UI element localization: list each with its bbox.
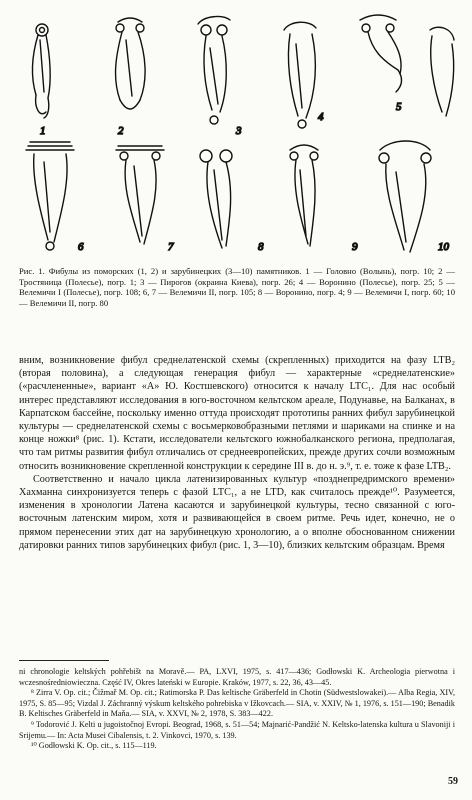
figure-label-6: 6 — [78, 241, 84, 253]
page-number: 59 — [448, 776, 458, 787]
fibula-10-drawing — [379, 141, 431, 252]
fibula-7-drawing — [116, 146, 164, 244]
figure-label-9: 9 — [352, 241, 358, 253]
fibula-4-drawing — [284, 22, 316, 128]
fibula-8-drawing — [200, 150, 232, 248]
footnote-continued: ni chronologie keltských pohřebišt na Moravě.— PA, LXVI, 1975, s. 417—436; Godłowski K. Archeologia pierwotna i wczesnośredniowieczna. Część IV, Okres lateński w Europie. Kraków, 1977, s. 22, 36, 43—45. — [19, 667, 455, 687]
figure-label-2: 2 — [118, 125, 124, 137]
fibula-3-drawing — [198, 17, 230, 124]
footnote-8: ⁸ Zirra V. Op. cit.; Čižmař M. Op. cit.; Ratimorska P. Das keltische Gräberfeld in Chotin (Südwestslowakei).— Alba Regia, XIV, 1975, S. 85—95; Vizdal J. Záchranný výskum keltského pohrebiska v Ižkovcach.— SIA, v. XXIV, № 1, 1976, s. 151—190; Benadik B. Keltisches Gräberfeld in Maňa.— SIA, v. XXVI, № 2, 1978, S. 383—422. — [19, 688, 455, 719]
fibula-1-drawing — [32, 24, 50, 118]
figure-label-5: 5 — [396, 101, 402, 113]
figure-fibulae — [0, 0, 472, 262]
fibula-9-drawing — [290, 145, 318, 246]
footnote-9: ⁹ Todorović J. Kelti u jugoistočnoj Evropi. Beograd, 1968, s. 51—54; Majnarić-Pandžić N. Keltsko-latenska kultura u Slavoniji i Srijemu.— In: Acta Musei Cibalensis, t. 2. Vinkovci, 1970, s. 139. — [19, 719, 455, 740]
figure-label-3: 3 — [236, 125, 242, 137]
footnotes — [19, 667, 455, 752]
body-paragraph-1: вним, возникновение фибул среднелатенской схемы (скрепленных) приходится на фазу LTB₂ (вторая половина), а следующая генерация фибул — характерные «среднелатенские» («расчлененные», вариант «А» Ю. Костшевского) относится к началу LTC₁. Для нас особый интерес представляют исследования в юго-восточном кельтском ареале, Подунавье, на Балканах, в Карпатском бассейне, поскольку именно оттуда происходят прототипы ранних фибул зарубинецкой культуры — среднелатенской схемы с восьмерковобразными петлями и шариками на спинке и на конце ножки⁸ (рис. 1). Кстати, исследователи кельтского южнобалканского региона, предполагая, что там ритмы развития фибул отличались от среднеевропейских, прежде других сочли возможным относить возникновение скрепленной конструкции к середине III в. до н. э.⁹, т. е. тоже к фазе LTB₂. — [19, 355, 455, 472]
figure-label-10: 10 — [438, 241, 449, 253]
fibula-6-drawing — [26, 142, 74, 250]
figure-label-1: 1 — [40, 125, 46, 137]
fibula-5-drawing — [360, 15, 402, 92]
fibula-unnumbered-top-right — [430, 27, 454, 116]
figure-label-8: 8 — [258, 241, 264, 253]
footnote-10: ¹⁰ Godłowski K. Op. cit., s. 115—119. — [31, 741, 157, 751]
figure-label-4: 4 — [318, 111, 324, 123]
body-paragraph-2: Соответственно и начало цикла латенизированных культур «позднепредримского времени» Хахманна синхронизуется теперь с фазой LTC₁, а не LTD, как считалось прежде¹⁰. Разумеется, изменения в хронологии Латена касаются и зарубинецкой культуры, тесно связанной с юго-восточным латенским миром, хотя и развивающейся в своем ритме. Речь идет, конечно, не о прямом перенесении этих дат на зарубинецкую хронологию, а о вполне обоснованном снижении датировки ранних типов зарубинецких фибул (рис. 1, 3—10), близких кельтским образцам. Время — [19, 473, 455, 551]
footnote-rule — [19, 660, 109, 661]
fibula-2-drawing — [116, 18, 146, 109]
body-text — [19, 354, 455, 552]
figure-label-7: 7 — [168, 241, 174, 253]
figure-caption: Рис. 1. Фибулы из поморских (1, 2) и зарубинецких (3—10) памятников. 1 — Головно (Волынь), погр. 10; 2 — Тростяница (Полесье), погр. 1; 3 — Пирогов (окраина Киева), погр. 26; 4 — Воронино (Полесье), погр. 25; 5 — Велемичи I (Полесье), погр. 108; 6, 7 — Велемичи II, погр. 105; 8 — Воронино, погр. 4; 9 — Велемичи I, погр. 60; 10 — Велемичи II, погр. 80 — [19, 266, 455, 309]
